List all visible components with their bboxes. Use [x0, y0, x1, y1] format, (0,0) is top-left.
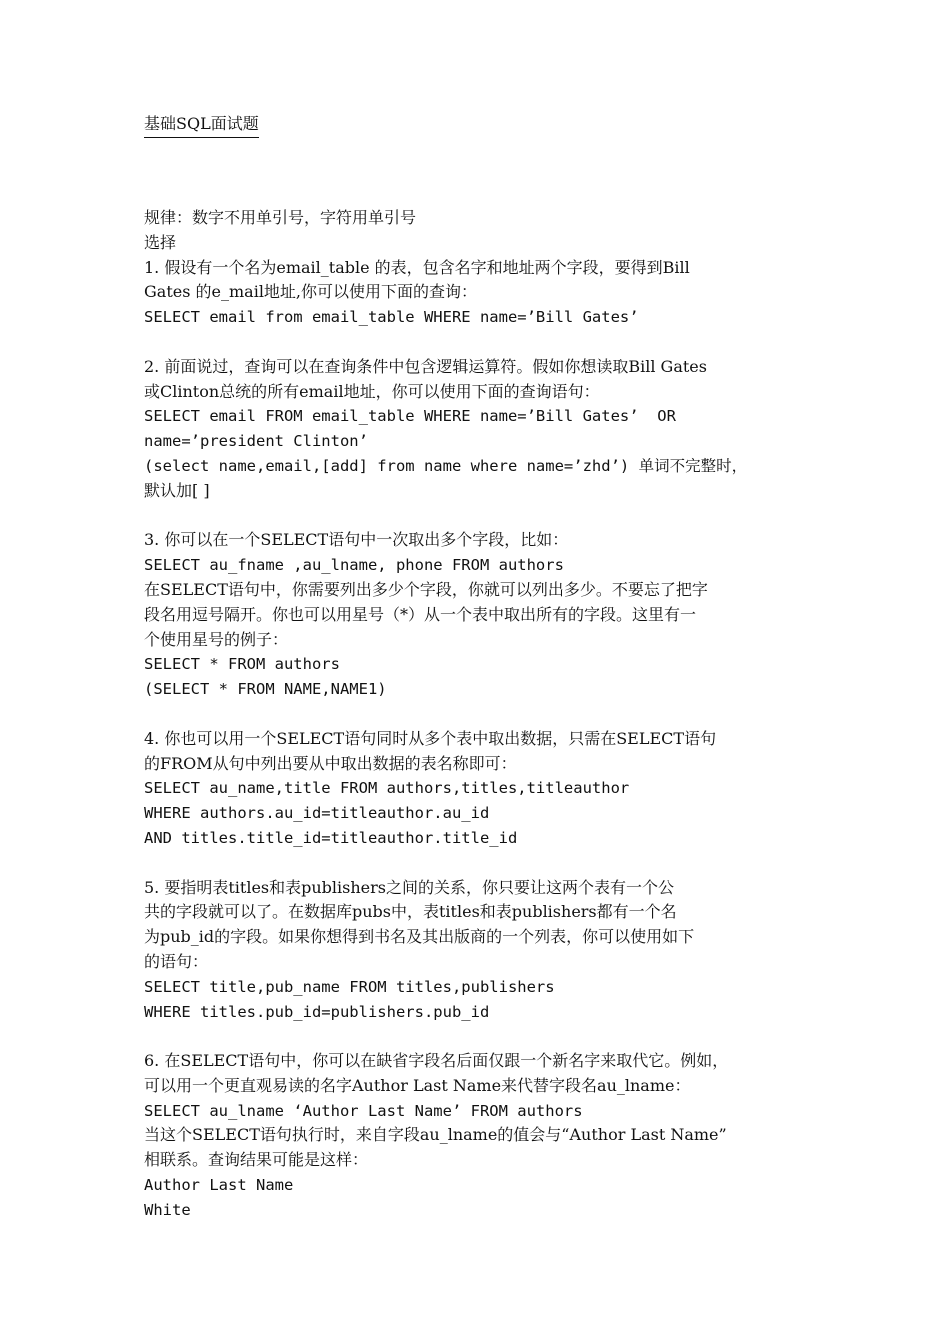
- code-line: WHERE authors.au_id=titleauthor.au_id: [144, 804, 490, 823]
- text-line: 相联系。查询结果可能是这样：: [144, 1150, 369, 1170]
- code-line: SELECT title,pub_name FROM titles,publishers: [144, 977, 555, 996]
- title-spacer: [144, 138, 824, 206]
- text-line: 在SELECT语句中，你需要列出多少个字段，你就可以列出多少。不要忘了把字: [144, 579, 708, 599]
- code-line: SELECT au_name,title FROM authors,titles,titleauthor: [144, 779, 630, 798]
- text-line: 默认加[ ]: [144, 480, 210, 500]
- code-line: (select name,email,[add] from name where name=’zhd’) 单词不完整时，: [144, 456, 748, 475]
- text-line: 的语句：: [144, 951, 209, 971]
- code-line: SELECT email FROM email_table WHERE name=’Bill Gates’ OR: [144, 407, 676, 426]
- text-line: 为pub_id的字段。如果你想得到书名及其出版商的一个列表，你可以使用如下: [144, 927, 695, 947]
- text-line: 共的字段就可以了。在数据库pubs中，表titles和表publishers都有一个名: [144, 902, 677, 922]
- code-line: SELECT email from email_table WHERE name=’Bill Gates’: [144, 308, 639, 327]
- code-line: SELECT au_lname ‘Author Last Name’ FROM authors: [144, 1101, 583, 1120]
- paragraph-gap: [144, 504, 824, 529]
- text-line: 2. 前面说过，查询可以在查询条件中包含逻辑运算符。假如你想读取Bill Gates: [144, 356, 707, 376]
- paragraph-gap: [144, 1024, 824, 1049]
- text-line: 1. 假设有一个名为email_table 的表，包含名字和地址两个字段，要得到Bill: [144, 257, 690, 277]
- code-line: Author Last Name: [144, 1176, 294, 1195]
- code-line: (SELECT * FROM NAME,NAME1): [144, 680, 387, 699]
- text-line: 个使用星号的例子：: [144, 629, 289, 649]
- code-line: WHERE titles.pub_id=publishers.pub_id: [144, 1002, 490, 1021]
- code-line: name=’president Clinton’: [144, 432, 368, 451]
- code-line: SELECT * FROM authors: [144, 655, 340, 674]
- text-line: 段名用逗号隔开。你也可以用星号（*）从一个表中取出所有的字段。这里有一: [144, 604, 697, 624]
- text-line: 的FROM从句中列出要从中取出数据的表名称即可：: [144, 753, 517, 773]
- paragraph-gap: [144, 702, 824, 727]
- text-line: 当这个SELECT语句执行时，来自字段au_lname的值会与“Author Last Name”: [144, 1125, 727, 1145]
- paragraph-gap: [144, 851, 824, 876]
- document-body: [144, 206, 824, 1223]
- text-line: 4. 你也可以用一个SELECT语句同时从多个表中取出数据，只需在SELECT语句: [144, 728, 717, 748]
- text-line: 可以用一个更直观易读的名字Author Last Name来代替字段名au_lname：: [144, 1075, 691, 1095]
- document-title: 基础SQL面试题: [144, 112, 259, 138]
- code-line: SELECT au_fname ,au_lname, phone FROM authors: [144, 556, 564, 575]
- text-line: 规律：数字不用单引号，字符用单引号: [144, 208, 417, 227]
- text-line: 6. 在SELECT语句中，你可以在缺省字段名后面仅跟一个新名字来取代它。例如，: [144, 1051, 729, 1071]
- document-page: [144, 112, 824, 1223]
- code-line: AND titles.title_id=titleauthor.title_id: [144, 828, 518, 847]
- text-line: 选择: [144, 232, 177, 252]
- paragraph-gap: [144, 330, 824, 355]
- text-line: Gates 的e_mail地址,你可以使用下面的查询：: [144, 282, 478, 302]
- text-line: 5. 要指明表titles和表publishers之间的关系，你只要让这两个表有一个公: [144, 877, 674, 897]
- text-line: 3. 你可以在一个SELECT语句中一次取出多个字段，比如：: [144, 530, 569, 550]
- text-line: 或Clinton总统的所有email地址，你可以使用下面的查询语句：: [144, 381, 600, 401]
- code-line: White: [144, 1200, 191, 1219]
